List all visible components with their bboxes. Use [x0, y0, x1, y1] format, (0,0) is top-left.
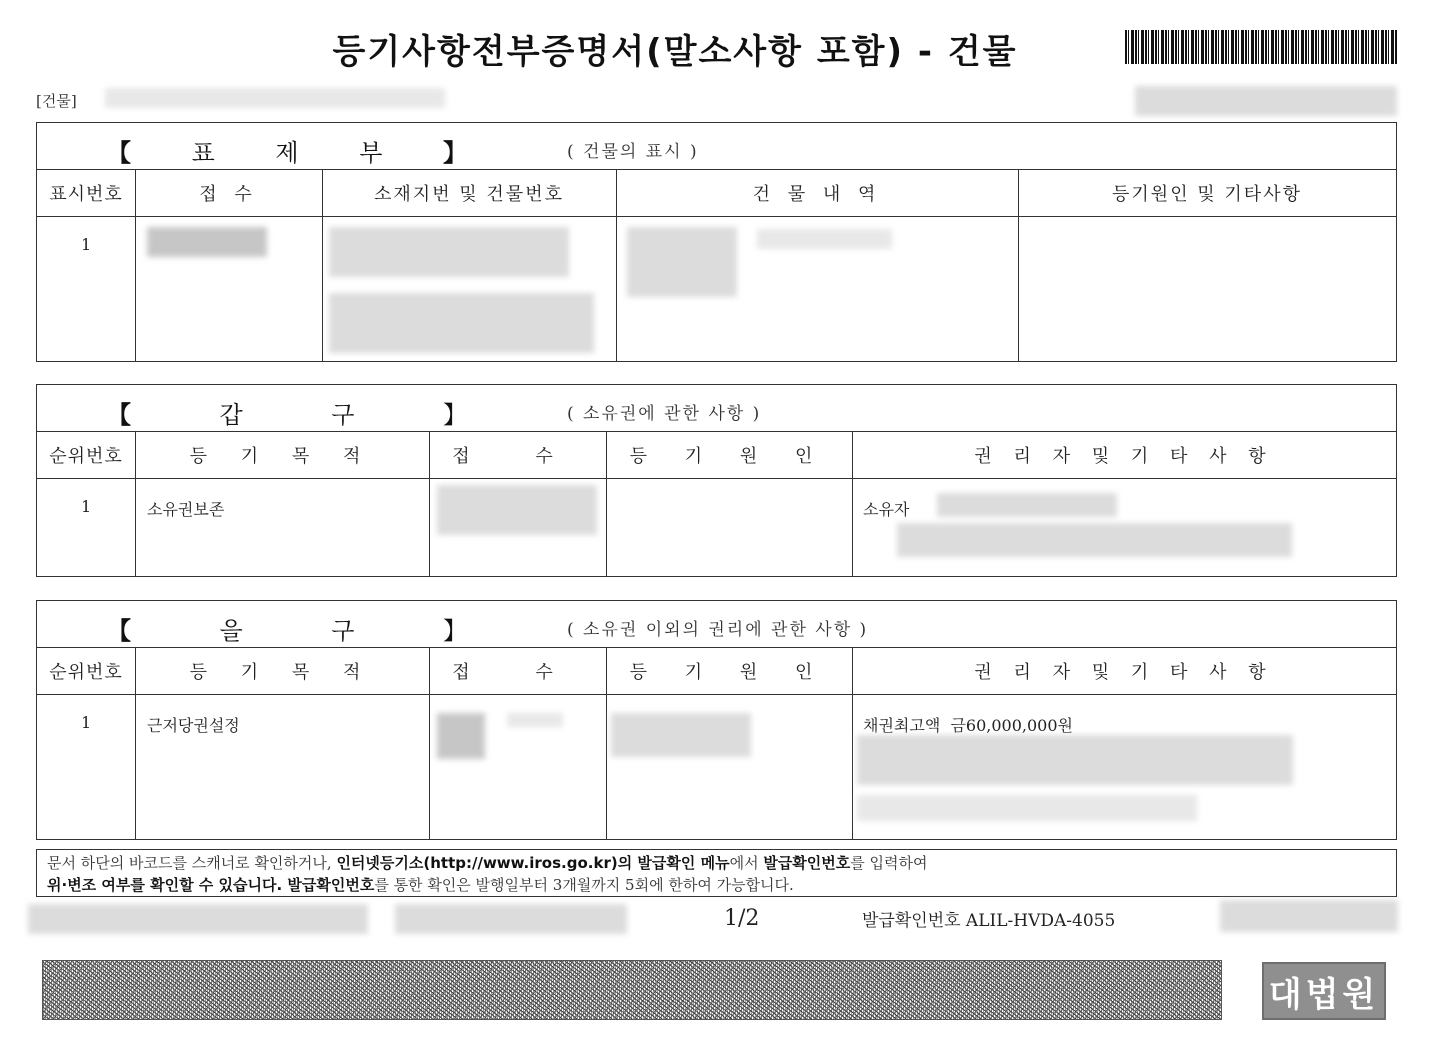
col-receipt: 접 수: [135, 170, 322, 217]
redacted-building-detail: [627, 227, 737, 297]
col-receipt: 접 수: [429, 432, 606, 479]
redacted-footer-right: [1220, 900, 1398, 932]
gapgu-section: [36, 384, 1397, 577]
row-purpose: 소유권보존: [147, 500, 225, 519]
row-purpose: 근저당권설정: [147, 716, 240, 735]
col-display-no: 표시번호: [37, 170, 135, 217]
col-cause: 등 기 원 인: [606, 432, 852, 479]
col-purpose: 등 기 목 적: [135, 432, 429, 479]
pyoje-subtitle: ( 건물의 표시 ): [567, 142, 699, 162]
eulgu-header: [37, 601, 1396, 648]
redacted-location: [329, 227, 569, 277]
redacted-mortgagee: [857, 735, 1293, 785]
redacted-receipt: [437, 485, 597, 535]
holder-label: 소유자: [863, 500, 910, 519]
redacted-receipt: [437, 713, 485, 759]
pyoje-section: [36, 122, 1397, 362]
col-holder: 권 리 자 및 기 타 사 항: [852, 432, 1396, 479]
col-cause: 등 기 원 인: [606, 648, 852, 695]
redacted-receipt: [147, 227, 267, 257]
redacted-cause: [611, 713, 751, 757]
verification-notice: [36, 849, 1397, 897]
redacted-footer-left: [28, 904, 368, 934]
row-no: 1: [81, 713, 92, 732]
col-building-detail: 건 물 내 역: [616, 170, 1018, 217]
col-receipt: 접 수: [429, 648, 606, 695]
security-barcode: [42, 960, 1222, 1020]
row-no: 1: [81, 497, 92, 516]
eulgu-title: 【 을 구 】: [107, 617, 467, 645]
col-rank-no: 순위번호: [37, 648, 135, 695]
row-no: 1: [81, 235, 92, 254]
col-location: 소재지번 및 건물번호: [322, 170, 616, 217]
building-label: [건물]: [36, 92, 77, 110]
pyoje-header: [37, 123, 1396, 170]
court-seal: 대법원: [1262, 962, 1386, 1020]
document-title: 등기사항전부증명서(말소사항 포함) - 건물: [332, 32, 1018, 72]
gapgu-header: [37, 385, 1396, 432]
redacted-holder: [937, 493, 1117, 517]
notice-line-2: 위·변조 여부를 확인할 수 있습니다. 발급확인번호를 통한 확인은 발행일부터 3개월까지 5회에 한하여 가능합니다.: [47, 876, 794, 894]
barcode: [1125, 30, 1397, 64]
gapgu-title: 【 갑 구 】: [107, 401, 467, 429]
col-cause-etc: 등기원인 및 기타사항: [1018, 170, 1396, 217]
notice-line-1: 문서 하단의 바코드를 스캐너로 확인하거나, 인터넷등기소(http://www.iros.go.kr)의 발급확인 메뉴에서 발급확인번호를 입력하여: [47, 854, 928, 872]
col-rank-no: 순위번호: [37, 432, 135, 479]
max-claim-amount: 채권최고액 금60,000,000원: [863, 716, 1073, 735]
gapgu-subtitle: ( 소유권에 관한 사항 ): [567, 404, 762, 424]
eulgu-section: [36, 600, 1397, 840]
pyoje-title: 【 표 제 부 】: [107, 139, 467, 167]
page-number: 1/2: [724, 906, 760, 931]
col-purpose: 등 기 목 적: [135, 648, 429, 695]
redacted-header-id: [1135, 86, 1397, 116]
issue-confirmation-number: 발급확인번호 ALIL-HVDA-4055: [862, 911, 1116, 931]
redacted-address: [105, 88, 445, 108]
eulgu-subtitle: ( 소유권 이외의 권리에 관한 사항 ): [567, 620, 869, 640]
col-holder: 권 리 자 및 기 타 사 항: [852, 648, 1396, 695]
